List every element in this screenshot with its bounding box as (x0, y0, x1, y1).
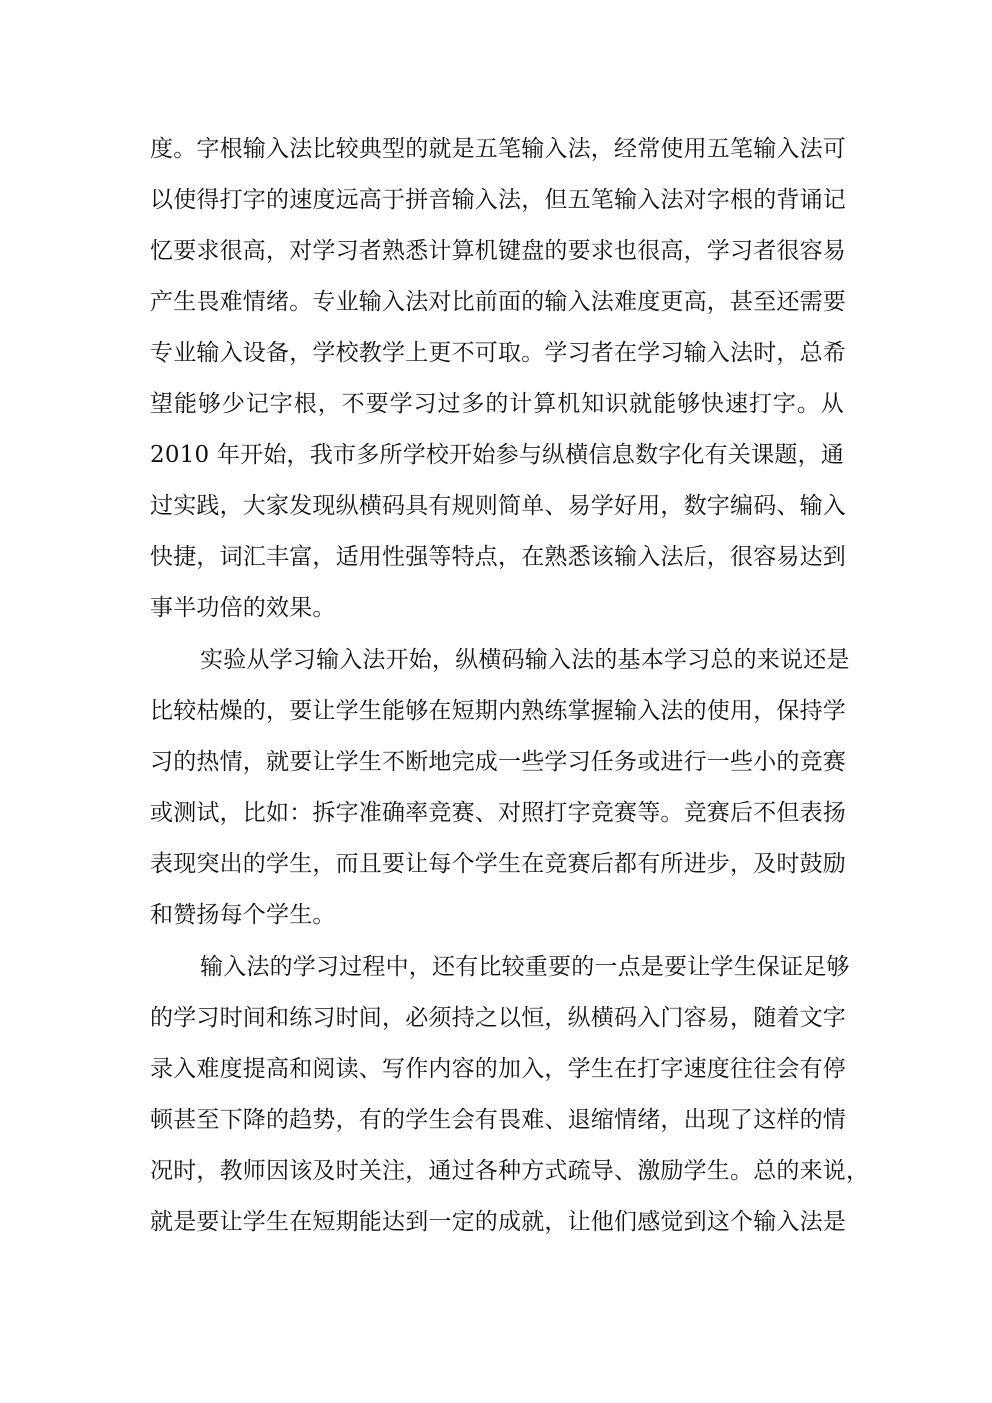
text-line: 或测试，比如：拆字准确率竞赛、对照打字竞赛等。竞赛后不但表扬 (150, 800, 846, 826)
text-line: 度。字根输入法比较典型的就是五笔输入法，经常使用五笔输入法可 (150, 136, 846, 162)
text-line: 事半功倍的效果。 (150, 595, 336, 621)
text-line: 况时，教师因该及时关注，通过各种方式疏导、激励学生。总的来说， (150, 1158, 870, 1184)
text-line: 专业输入设备，学校教学上更不可取。学习者在学习输入法时，总希 (150, 340, 846, 366)
text-line: 就是要让学生在短期能达到一定的成就，让他们感觉到这个输入法是 (150, 1209, 846, 1235)
text-line: 2010 年开始，我市多所学校开始参与纵横信息数字化有关课题，通 (150, 442, 844, 468)
text-line: 的学习时间和练习时间，必须持之以恒，纵横码入门容易，随着文字 (150, 1005, 846, 1031)
text-line: 和赞扬每个学生。 (150, 902, 336, 928)
text-line: 以使得打字的速度远高于拼音输入法，但五笔输入法对字根的背诵记 (150, 187, 846, 213)
text-line: 望能够少记字根，不要学习过多的计算机知识就能够快速打字。从 (150, 391, 844, 417)
text-line: 忆要求很高，对学习者熟悉计算机键盘的要求也很高，学习者很容易 (150, 238, 846, 264)
text-line: 过实践，大家发现纵横码具有规则简单、易学好用，数字编码、输入 (150, 493, 846, 519)
text-line: 顿甚至下降的趋势，有的学生会有畏难、退缩情绪，出现了这样的情 (150, 1107, 846, 1133)
text-line: 录入难度提高和阅读、写作内容的加入，学生在打字速度往往会有停 (150, 1056, 846, 1082)
text-line: 输入法的学习过程中，还有比较重要的一点是要让学生保证足够 (200, 954, 850, 980)
text-line: 表现突出的学生，而且要让每个学生在竞赛后都有所进步，及时鼓励 (150, 851, 846, 877)
text-line: 产生畏难情绪。专业输入法对比前面的输入法难度更高，甚至还需要 (150, 289, 846, 315)
text-line: 实验从学习输入法开始，纵横码输入法的基本学习总的来说还是 (200, 647, 850, 673)
text-line: 快捷，词汇丰富，适用性强等特点，在熟悉该输入法后，很容易达到 (150, 544, 846, 570)
text-line: 比较枯燥的，要让学生能够在短期内熟练掌握输入法的使用，保持学 (150, 698, 846, 724)
text-line: 习的热情，就要让学生不断地完成一些学习任务或进行一些小的竞赛 (150, 749, 846, 775)
